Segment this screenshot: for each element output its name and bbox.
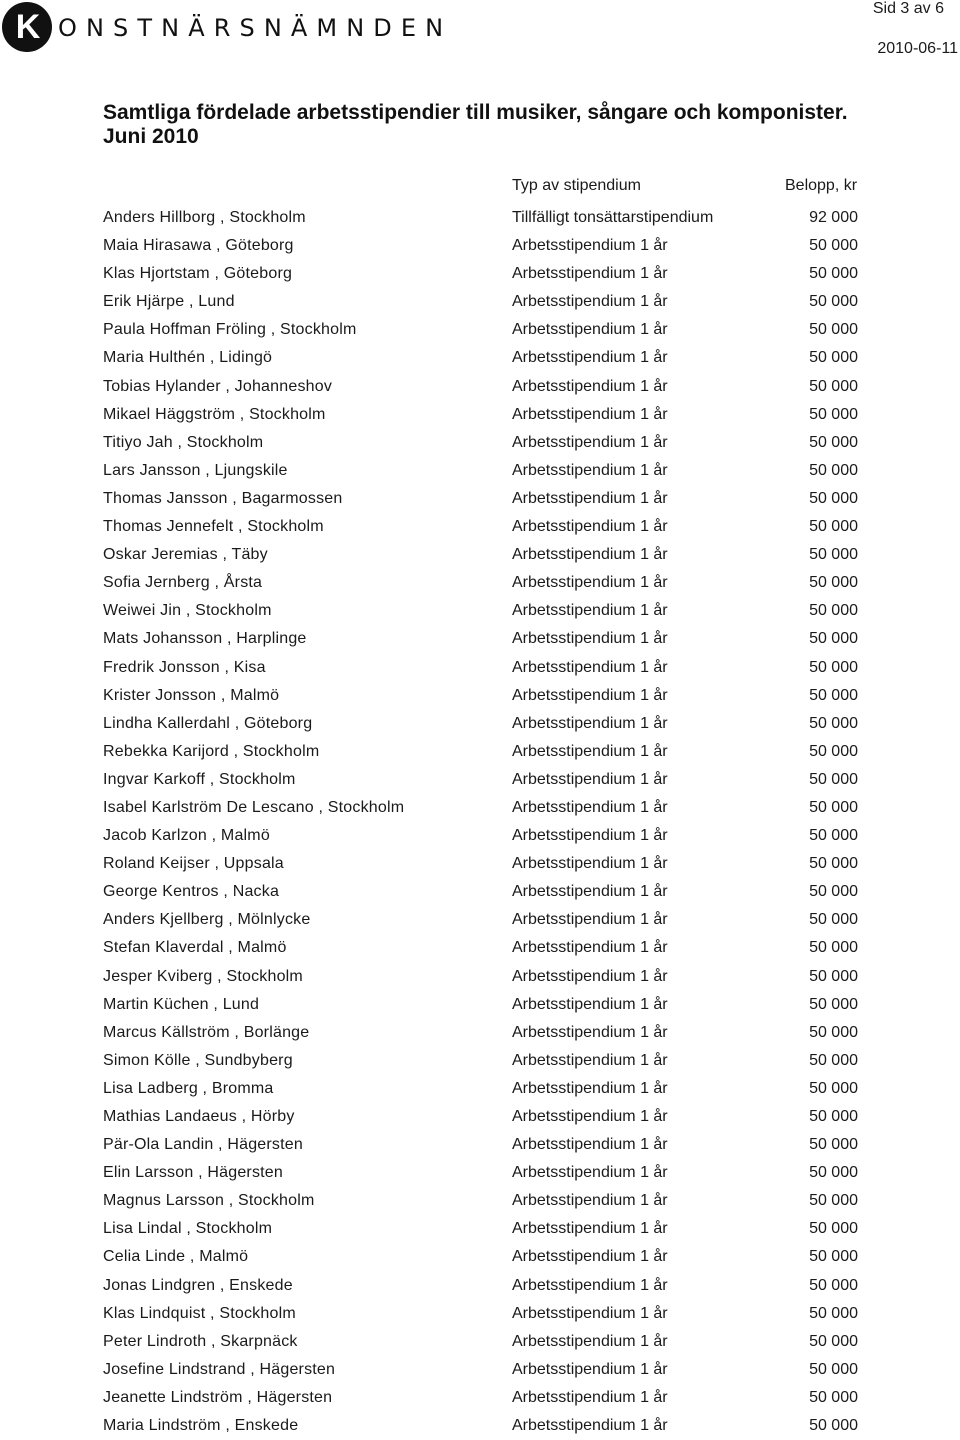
- recipient-name: Titiyo Jah , Stockholm: [103, 433, 264, 451]
- table-row: [0, 1131, 960, 1159]
- grant-amount: 92 000: [809, 209, 858, 226]
- table-row: [0, 1384, 960, 1412]
- grant-type: Arbetsstipendium 1 år: [512, 911, 668, 929]
- recipient-name: Maria Hulthén , Lidingö: [103, 349, 273, 367]
- grant-amount: 50 000: [809, 1192, 858, 1210]
- grant-type: Arbetsstipendium 1 år: [512, 1388, 668, 1406]
- recipient-name: Jesper Kviberg , Stockholm: [103, 967, 303, 985]
- table-row: [0, 401, 960, 429]
- grant-type: Arbetsstipendium 1 år: [512, 827, 668, 845]
- grant-type: Arbetsstipendium 1 år: [512, 1051, 668, 1069]
- grant-type: Arbetsstipendium 1 år: [512, 714, 668, 732]
- grant-amount: 50 000: [809, 1332, 858, 1350]
- table-row: [0, 738, 960, 766]
- table-row: [0, 1103, 960, 1131]
- table-row: [0, 1159, 960, 1187]
- grant-amount: 50 000: [809, 1248, 858, 1266]
- table-row: [0, 710, 960, 738]
- grant-amount: 50 000: [809, 995, 858, 1013]
- grant-amount: 50 000: [809, 546, 858, 564]
- column-header-type: Typ av stipendium: [512, 177, 641, 194]
- grant-type: Arbetsstipendium 1 år: [512, 1360, 668, 1378]
- grant-type: Arbetsstipendium 1 år: [512, 1164, 668, 1182]
- grant-amount: 50 000: [809, 489, 858, 507]
- grant-type: Arbetsstipendium 1 år: [512, 995, 668, 1013]
- logo-letter: K: [15, 8, 41, 46]
- table-row: [0, 1047, 960, 1075]
- table-row: [0, 654, 960, 682]
- title-line-1: Samtliga fördelade arbetsstipendier till musiker, sångare och komponister.: [103, 101, 848, 124]
- grant-type: Arbetsstipendium 1 år: [512, 489, 668, 507]
- logo-emblem-icon: [2, 2, 52, 52]
- grant-type: Arbetsstipendium 1 år: [512, 574, 668, 592]
- recipient-name: Thomas Jansson , Bagarmossen: [103, 489, 343, 507]
- recipient-name: Magnus Larsson , Stockholm: [103, 1192, 315, 1210]
- grant-type: Arbetsstipendium 1 år: [512, 293, 668, 311]
- table-row: [0, 934, 960, 962]
- grant-type: Arbetsstipendium 1 år: [512, 1108, 668, 1125]
- grant-amount: 50 000: [809, 405, 858, 423]
- table-row: [0, 344, 960, 372]
- table-row: [0, 1328, 960, 1356]
- grant-amount: 50 000: [809, 967, 858, 985]
- recipient-name: Jacob Karlzon , Malmö: [103, 827, 270, 845]
- table-row: [0, 850, 960, 878]
- table-row: [0, 597, 960, 625]
- grant-type: Arbetsstipendium 1 år: [512, 686, 668, 704]
- grant-amount: 50 000: [809, 658, 858, 676]
- grant-type: Arbetsstipendium 1 år: [512, 1304, 668, 1322]
- recipient-name: Erik Hjärpe , Lund: [103, 293, 235, 311]
- table-row: [0, 373, 960, 401]
- grant-list: [0, 204, 960, 1440]
- grant-amount: 50 000: [809, 574, 858, 592]
- grant-type: Arbetsstipendium 1 år: [512, 770, 668, 788]
- recipient-name: George Kentros , Nacka: [103, 883, 280, 901]
- grant-amount: 50 000: [809, 518, 858, 536]
- grant-amount: 50 000: [809, 237, 858, 255]
- grant-amount: 50 000: [809, 1164, 858, 1182]
- table-row: [0, 963, 960, 991]
- recipient-name: Celia Linde , Malmö: [103, 1248, 249, 1266]
- grant-amount: 50 000: [809, 349, 858, 367]
- grant-type: Arbetsstipendium 1 år: [512, 518, 668, 536]
- grant-type: Arbetsstipendium 1 år: [512, 855, 668, 873]
- grant-amount: 50 000: [809, 1276, 858, 1294]
- recipient-name: Ingvar Karkoff , Stockholm: [103, 770, 296, 788]
- grant-type: Arbetsstipendium 1 år: [512, 967, 668, 985]
- table-row: [0, 204, 960, 232]
- table-row: [0, 766, 960, 794]
- konstnarsnamnden-logo: [2, 2, 452, 52]
- grant-type: Arbetsstipendium 1 år: [512, 1136, 668, 1154]
- grant-amount: 50 000: [809, 630, 858, 648]
- table-row: [0, 878, 960, 906]
- table-row: [0, 822, 960, 850]
- grant-type: Arbetsstipendium 1 år: [512, 461, 668, 479]
- table-row: [0, 541, 960, 569]
- recipient-name: Stefan Klaverdal , Malmö: [103, 939, 287, 957]
- grant-amount: 50 000: [809, 293, 858, 311]
- grant-type: Arbetsstipendium 1 år: [512, 237, 668, 255]
- table-row: [0, 316, 960, 344]
- recipient-name: Oskar Jeremias , Täby: [103, 546, 268, 564]
- grant-amount: 50 000: [809, 1136, 858, 1154]
- grant-amount: 50 000: [809, 1051, 858, 1069]
- document-title: [103, 101, 848, 149]
- grant-type: Arbetsstipendium 1 år: [512, 321, 668, 339]
- table-row: [0, 288, 960, 316]
- grant-amount: 50 000: [809, 1220, 858, 1238]
- recipient-name: Mats Johansson , Harplinge: [103, 630, 307, 648]
- grant-amount: 50 000: [809, 714, 858, 732]
- grant-amount: 50 000: [809, 321, 858, 339]
- table-row: [0, 485, 960, 513]
- table-row: [0, 991, 960, 1019]
- recipient-name: Martin Küchen , Lund: [103, 995, 260, 1013]
- grant-type: Arbetsstipendium 1 år: [512, 798, 668, 816]
- grant-type: Arbetsstipendium 1 år: [512, 433, 668, 451]
- recipient-name: Krister Jonsson , Malmö: [103, 686, 280, 704]
- grant-type: Arbetsstipendium 1 år: [512, 1276, 668, 1294]
- recipient-name: Lisa Ladberg , Bromma: [103, 1079, 274, 1097]
- grant-amount: 50 000: [809, 265, 858, 283]
- grant-amount: 50 000: [809, 1360, 858, 1378]
- recipient-name: Klas Lindquist , Stockholm: [103, 1304, 296, 1322]
- grant-type: Arbetsstipendium 1 år: [512, 1079, 668, 1097]
- grant-type: Arbetsstipendium 1 år: [512, 546, 668, 564]
- grant-amount: 50 000: [809, 855, 858, 873]
- table-row: [0, 1272, 960, 1300]
- table-row: [0, 429, 960, 457]
- grant-amount: 50 000: [809, 883, 858, 901]
- grant-amount: 50 000: [809, 1304, 858, 1322]
- grant-type: Arbetsstipendium 1 år: [512, 630, 668, 648]
- recipient-name: Pär-Ola Landin , Hägersten: [103, 1136, 303, 1154]
- grant-amount: 50 000: [809, 742, 858, 760]
- grant-amount: 50 000: [809, 686, 858, 704]
- recipient-name: Lindha Kallerdahl , Göteborg: [103, 714, 313, 732]
- table-row: [0, 513, 960, 541]
- table-row: [0, 1412, 960, 1440]
- recipient-name: Sofia Jernberg , Årsta: [103, 574, 263, 592]
- grant-type: Arbetsstipendium 1 år: [512, 742, 668, 760]
- recipient-name: Roland Keijser , Uppsala: [103, 855, 284, 873]
- grant-type: Arbetsstipendium 1 år: [512, 1332, 668, 1350]
- grant-type: Arbetsstipendium 1 år: [512, 405, 668, 423]
- grant-type: Arbetsstipendium 1 år: [512, 883, 668, 901]
- recipient-name: Fredrik Jonsson , Kisa: [103, 658, 266, 676]
- recipient-name: Lisa Lindal , Stockholm: [103, 1220, 273, 1238]
- recipient-name: Jonas Lindgren , Enskede: [103, 1276, 293, 1294]
- page-number: Sid 3 av 6: [872, 0, 944, 17]
- recipient-name: Anders Hillborg , Stockholm: [103, 209, 306, 226]
- table-row: [0, 232, 960, 260]
- grant-amount: 50 000: [809, 1417, 858, 1435]
- table-row: [0, 457, 960, 485]
- grant-type: Arbetsstipendium 1 år: [512, 265, 668, 283]
- table-row: [0, 682, 960, 710]
- recipient-name: Maria Lindström , Enskede: [103, 1417, 299, 1435]
- grant-amount: 50 000: [809, 433, 858, 451]
- recipient-name: Thomas Jennefelt , Stockholm: [103, 518, 324, 536]
- recipient-name: Marcus Källström , Borlänge: [103, 1023, 310, 1041]
- grant-amount: 50 000: [809, 602, 858, 620]
- grant-amount: 50 000: [809, 377, 858, 395]
- table-row: [0, 906, 960, 934]
- title-line-2: Juni 2010: [103, 125, 199, 148]
- recipient-name: Anders Kjellberg , Mölnlycke: [103, 911, 311, 929]
- table-row: [0, 1300, 960, 1328]
- table-row: [0, 794, 960, 822]
- recipient-name: Maia Hirasawa , Göteborg: [103, 237, 294, 255]
- recipient-name: Mikael Häggström , Stockholm: [103, 405, 326, 423]
- table-row: [0, 625, 960, 653]
- grant-type: Arbetsstipendium 1 år: [512, 1220, 668, 1238]
- recipient-name: Tobias Hylander , Johanneshov: [103, 377, 333, 395]
- grant-amount: 50 000: [809, 827, 858, 845]
- grant-amount: 50 000: [809, 911, 858, 929]
- table-row: [0, 569, 960, 597]
- grant-amount: 50 000: [809, 1108, 858, 1125]
- table-row: [0, 1356, 960, 1384]
- grant-amount: 50 000: [809, 798, 858, 816]
- table-row: [0, 1187, 960, 1215]
- grant-amount: 50 000: [809, 770, 858, 788]
- recipient-name: Elin Larsson , Hägersten: [103, 1164, 284, 1182]
- grant-amount: 50 000: [809, 1388, 858, 1406]
- grant-type: Arbetsstipendium 1 år: [512, 658, 668, 676]
- grant-type: Arbetsstipendium 1 år: [512, 939, 668, 957]
- recipient-name: Rebekka Karijord , Stockholm: [103, 742, 320, 760]
- document-date: 2010-06-11: [877, 40, 958, 57]
- table-row: [0, 260, 960, 288]
- grant-type: Arbetsstipendium 1 år: [512, 1417, 668, 1435]
- recipient-name: Klas Hjortstam , Göteborg: [103, 265, 293, 283]
- recipient-name: Paula Hoffman Fröling , Stockholm: [103, 321, 357, 339]
- recipient-name: Isabel Karlström De Lescano , Stockholm: [103, 798, 405, 816]
- grant-amount: 50 000: [809, 939, 858, 957]
- grant-type: Arbetsstipendium 1 år: [512, 377, 668, 395]
- recipient-name: Josefine Lindstrand , Hägersten: [103, 1360, 336, 1378]
- grant-type: Arbetsstipendium 1 år: [512, 349, 668, 367]
- table-row: [0, 1243, 960, 1271]
- grant-type: Tillfälligt tonsättarstipendium: [512, 209, 714, 226]
- grant-amount: 50 000: [809, 1023, 858, 1041]
- recipient-name: Mathias Landaeus , Hörby: [103, 1108, 295, 1125]
- recipient-name: Jeanette Lindström , Hägersten: [103, 1388, 333, 1406]
- table-row: [0, 1215, 960, 1243]
- recipient-name: Lars Jansson , Ljungskile: [103, 461, 288, 479]
- grant-type: Arbetsstipendium 1 år: [512, 1023, 668, 1041]
- table-row: [0, 1019, 960, 1047]
- grant-type: Arbetsstipendium 1 år: [512, 1192, 668, 1210]
- recipient-name: Simon Kölle , Sundbyberg: [103, 1051, 293, 1069]
- grant-amount: 50 000: [809, 1079, 858, 1097]
- grant-type: Arbetsstipendium 1 år: [512, 1248, 668, 1266]
- column-header-amount: Belopp, kr: [785, 177, 858, 194]
- table-row: [0, 1075, 960, 1103]
- recipient-name: Weiwei Jin , Stockholm: [103, 602, 272, 620]
- logo-wordmark: ONSTNÄRSNÄMNDEN: [58, 14, 453, 42]
- recipient-name: Peter Lindroth , Skarpnäck: [103, 1332, 298, 1350]
- grant-type: Arbetsstipendium 1 år: [512, 602, 668, 620]
- grant-amount: 50 000: [809, 461, 858, 479]
